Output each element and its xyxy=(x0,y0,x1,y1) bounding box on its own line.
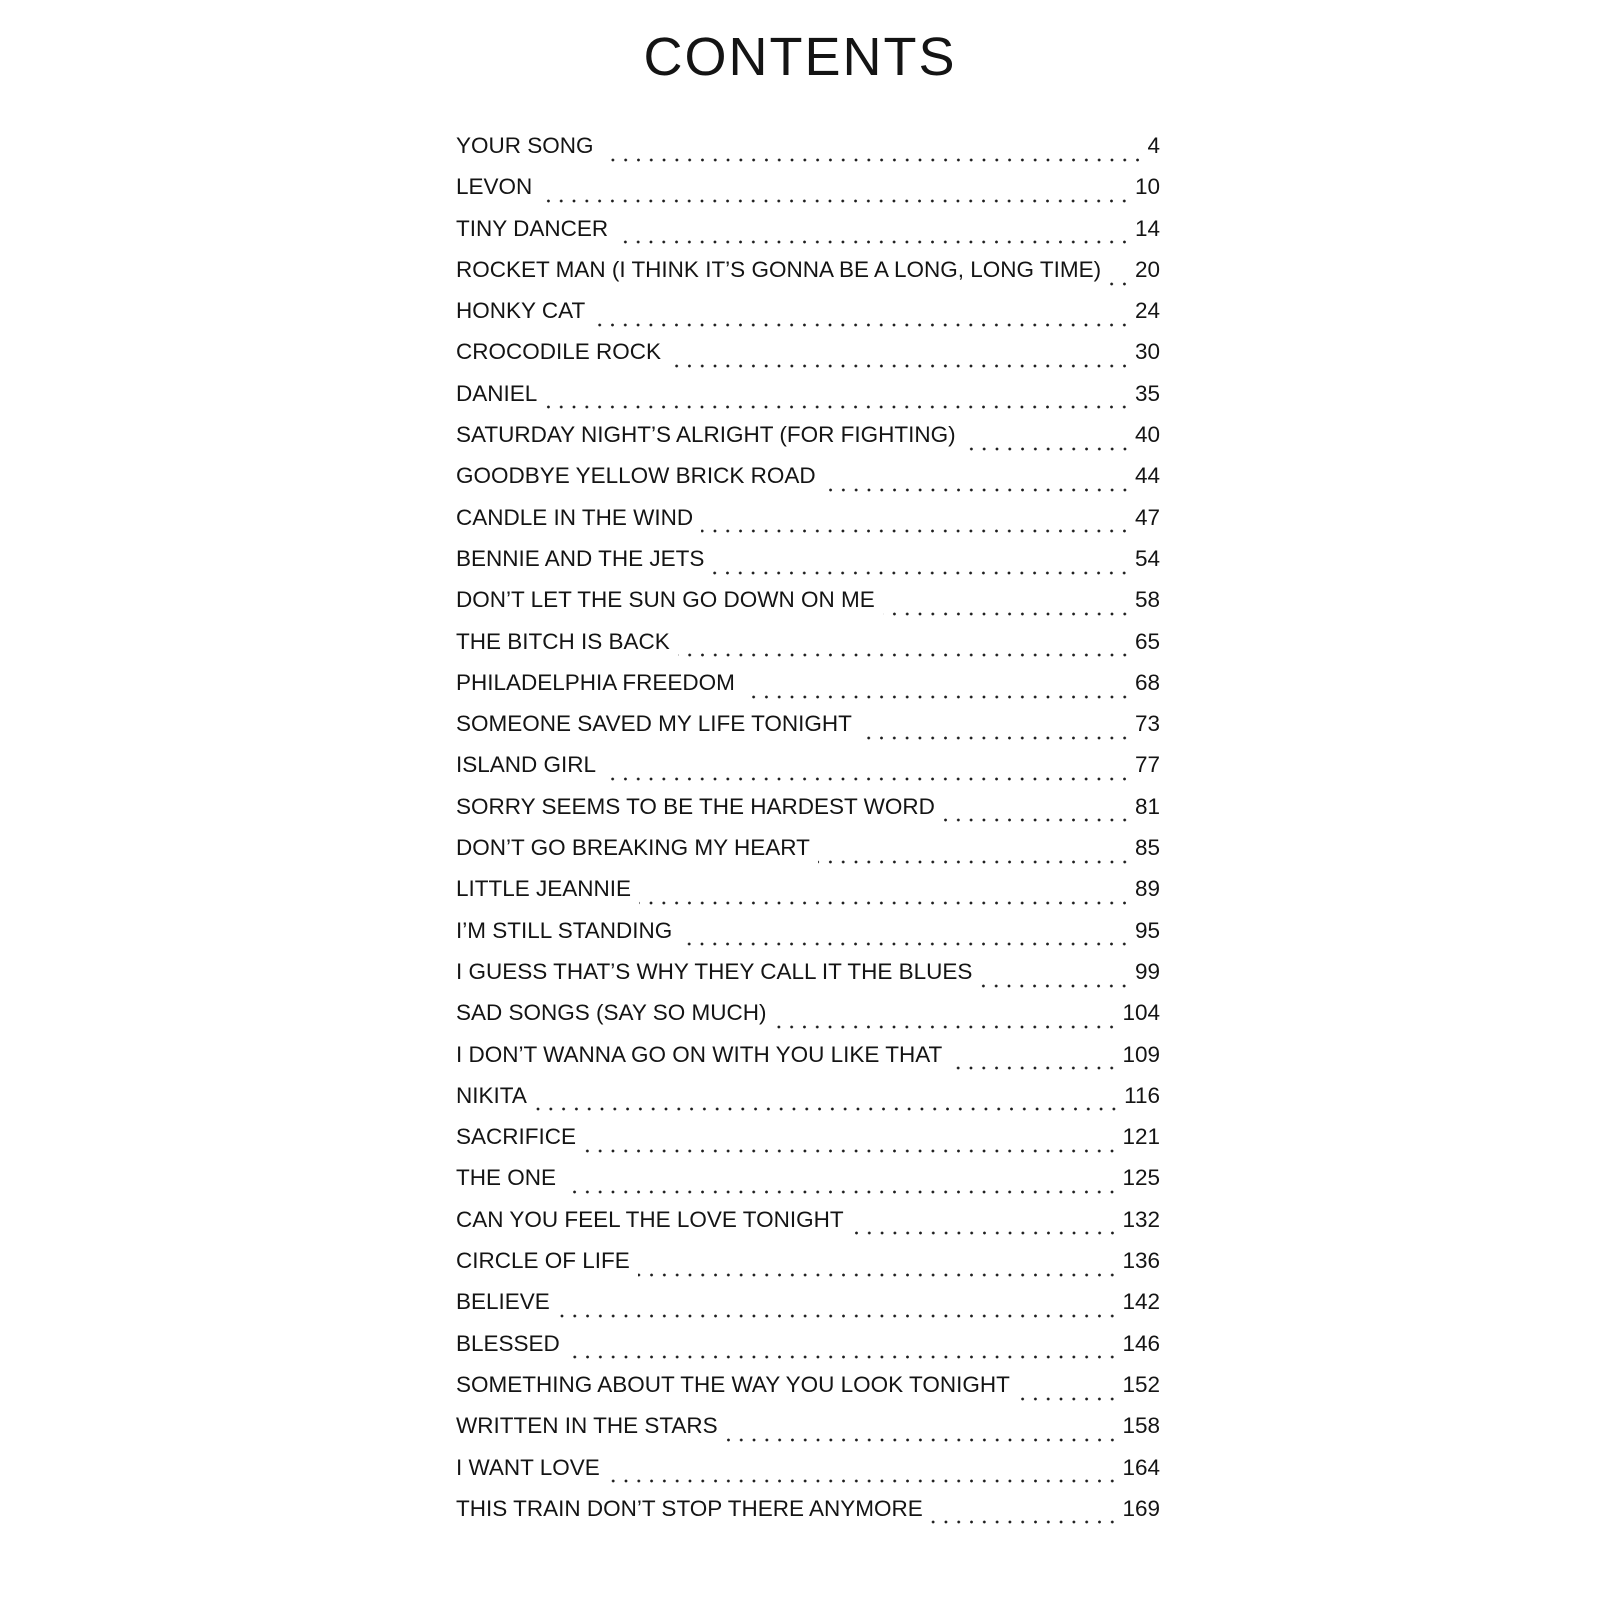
song-title: THIS TRAIN DON’T STOP THERE ANYMORE xyxy=(456,1495,923,1521)
song-title: DON’T LET THE SUN GO DOWN ON ME xyxy=(456,587,875,613)
page-number: 44 xyxy=(1134,463,1160,489)
song-title: GOODBYE YELLOW BRICK ROAD xyxy=(456,463,816,489)
toc-entry xyxy=(456,1165,1160,1206)
dot-leader xyxy=(701,529,1131,533)
toc-entry xyxy=(456,587,1160,628)
song-title: SOMEONE SAVED MY LIFE TONIGHT xyxy=(456,711,852,737)
toc-entry xyxy=(456,794,1160,835)
song-title: THE ONE xyxy=(456,1165,557,1191)
song-title: YOUR SONG xyxy=(456,133,594,158)
dot-leader xyxy=(540,199,1131,203)
page-number: 136 xyxy=(1122,1248,1160,1274)
dot-leader xyxy=(604,777,1131,781)
page-number: 58 xyxy=(1134,587,1160,613)
toc-entry xyxy=(456,1331,1160,1372)
song-title: LEVON xyxy=(456,174,533,200)
page-number: 132 xyxy=(1122,1206,1160,1232)
dot-leader xyxy=(980,984,1131,988)
dot-leader xyxy=(638,1273,1119,1277)
song-title: SACRIFICE xyxy=(456,1124,577,1150)
page-number: 125 xyxy=(1122,1165,1160,1191)
toc-entry xyxy=(456,298,1160,339)
dot-leader xyxy=(639,901,1131,905)
toc-entry xyxy=(456,1000,1160,1041)
song-title: I’M STILL STANDING xyxy=(456,917,673,943)
song-title: I WANT LOVE xyxy=(456,1454,600,1480)
page-number: 158 xyxy=(1122,1413,1160,1439)
page-number: 121 xyxy=(1122,1124,1160,1150)
page-number: 54 xyxy=(1134,545,1160,571)
toc-entry xyxy=(456,216,1160,257)
toc-entry xyxy=(456,422,1160,463)
dot-leader xyxy=(616,240,1131,244)
toc-entry xyxy=(456,381,1160,422)
page-number: 142 xyxy=(1122,1289,1160,1315)
dot-leader xyxy=(774,1025,1118,1029)
dot-leader xyxy=(883,612,1131,616)
page-number: 116 xyxy=(1124,1082,1160,1108)
song-title: CROCODILE ROCK xyxy=(456,339,662,365)
toc-entry xyxy=(456,959,1160,1000)
contents-list xyxy=(456,133,1160,1537)
toc-entry xyxy=(456,1083,1160,1124)
song-title: BENNIE AND THE JETS xyxy=(456,545,705,571)
page-number: 10 xyxy=(1134,174,1160,200)
toc-entry xyxy=(456,1455,1160,1496)
page-number: 30 xyxy=(1134,339,1160,365)
toc-entry xyxy=(456,1248,1160,1289)
dot-leader xyxy=(964,447,1131,451)
dot-leader xyxy=(1109,282,1131,286)
page-number: 65 xyxy=(1134,628,1160,654)
dot-leader xyxy=(564,1190,1118,1194)
song-title: NIKITA xyxy=(456,1082,527,1108)
dot-leader xyxy=(743,695,1131,699)
dot-leader xyxy=(824,488,1131,492)
toc-entry xyxy=(456,918,1160,959)
toc-entry xyxy=(456,257,1160,298)
toc-entry xyxy=(456,1496,1160,1537)
song-title: LITTLE JEANNIE xyxy=(456,876,632,902)
page-number: 104 xyxy=(1122,1000,1160,1026)
page-number: 4 xyxy=(1147,133,1160,158)
song-title: PHILADELPHIA FREEDOM xyxy=(456,669,735,695)
dot-leader xyxy=(712,571,1131,575)
toc-entry xyxy=(456,339,1160,380)
song-title: SOMETHING ABOUT THE WAY YOU LOOK TONIGHT xyxy=(456,1371,1010,1397)
dot-leader xyxy=(1018,1397,1119,1401)
page-number: 89 xyxy=(1134,876,1160,902)
page-number: 146 xyxy=(1122,1330,1160,1356)
dot-leader xyxy=(726,1438,1119,1442)
toc-entry xyxy=(456,670,1160,711)
dot-leader xyxy=(584,1149,1118,1153)
song-title: SORRY SEEMS TO BE THE HARDEST WORD xyxy=(456,793,935,819)
song-title: I GUESS THAT’S WHY THEY CALL IT THE BLUES xyxy=(456,958,973,984)
toc-entry xyxy=(456,1124,1160,1165)
page-number: 40 xyxy=(1134,422,1160,448)
dot-leader xyxy=(669,364,1131,368)
page-number: 14 xyxy=(1134,215,1160,241)
song-title: BLESSED xyxy=(456,1330,560,1356)
song-title: ROCKET MAN (I THINK IT’S GONNA BE A LONG, LONG TIME) xyxy=(456,256,1102,282)
dot-leader xyxy=(558,1314,1119,1318)
toc-entry xyxy=(456,1289,1160,1330)
song-title: THE BITCH IS BACK xyxy=(456,628,670,654)
song-title: I DON’T WANNA GO ON WITH YOU LIKE THAT xyxy=(456,1041,943,1067)
song-title: CANDLE IN THE WIND xyxy=(456,504,694,530)
page-number: 24 xyxy=(1134,298,1160,324)
toc-entry xyxy=(456,1207,1160,1248)
page-number: 47 xyxy=(1134,504,1160,530)
toc-entry xyxy=(456,463,1160,504)
page-number: 169 xyxy=(1122,1495,1160,1521)
toc-entry xyxy=(456,629,1160,670)
dot-leader xyxy=(931,1520,1119,1524)
dot-leader xyxy=(950,1066,1118,1070)
toc-entry xyxy=(456,546,1160,587)
page-number: 73 xyxy=(1134,711,1160,737)
page-number: 20 xyxy=(1134,256,1160,282)
page-number: 68 xyxy=(1134,669,1160,695)
toc-entry xyxy=(456,505,1160,546)
song-title: SAD SONGS (SAY SO MUCH) xyxy=(456,1000,767,1026)
song-title: SATURDAY NIGHT’S ALRIGHT (FOR FIGHTING) xyxy=(456,422,956,448)
page-number: 77 xyxy=(1134,752,1160,778)
toc-entry xyxy=(456,711,1160,752)
song-title: CAN YOU FEEL THE LOVE TONIGHT xyxy=(456,1206,844,1232)
song-title: BELIEVE xyxy=(456,1289,550,1315)
song-title: DANIEL xyxy=(456,380,538,406)
song-title: HONKY CAT xyxy=(456,298,586,324)
dot-leader xyxy=(678,653,1131,657)
page-number: 85 xyxy=(1134,835,1160,861)
toc-entry xyxy=(456,1413,1160,1454)
page-number: 99 xyxy=(1134,958,1160,984)
page-number: 95 xyxy=(1134,917,1160,943)
dot-leader xyxy=(818,860,1131,864)
toc-entry xyxy=(456,835,1160,876)
dot-leader xyxy=(593,323,1131,327)
song-title: DON’T GO BREAKING MY HEART xyxy=(456,835,810,861)
page-number: 152 xyxy=(1122,1371,1160,1397)
song-title: ISLAND GIRL xyxy=(456,752,597,778)
dot-leader xyxy=(568,1355,1119,1359)
page-title: CONTENTS xyxy=(643,27,957,87)
dot-leader xyxy=(860,736,1131,740)
dot-leader xyxy=(852,1231,1119,1235)
toc-entry xyxy=(456,133,1160,174)
dot-leader xyxy=(680,942,1131,946)
toc-entry xyxy=(456,1042,1160,1083)
page-number: 35 xyxy=(1134,380,1160,406)
dot-leader xyxy=(608,1479,1119,1483)
dot-leader xyxy=(535,1107,1120,1111)
toc-entry xyxy=(456,174,1160,215)
page-number: 109 xyxy=(1122,1041,1160,1067)
page-number: 164 xyxy=(1122,1454,1160,1480)
toc-entry xyxy=(456,1372,1160,1413)
song-title: TINY DANCER xyxy=(456,215,609,241)
song-title: WRITTEN IN THE STARS xyxy=(456,1413,718,1439)
song-title: CIRCLE OF LIFE xyxy=(456,1248,630,1274)
dot-leader xyxy=(943,818,1131,822)
dot-leader xyxy=(545,405,1131,409)
toc-entry xyxy=(456,876,1160,917)
toc-entry xyxy=(456,752,1160,793)
page-number: 81 xyxy=(1134,793,1160,819)
dot-leader xyxy=(602,158,1144,162)
